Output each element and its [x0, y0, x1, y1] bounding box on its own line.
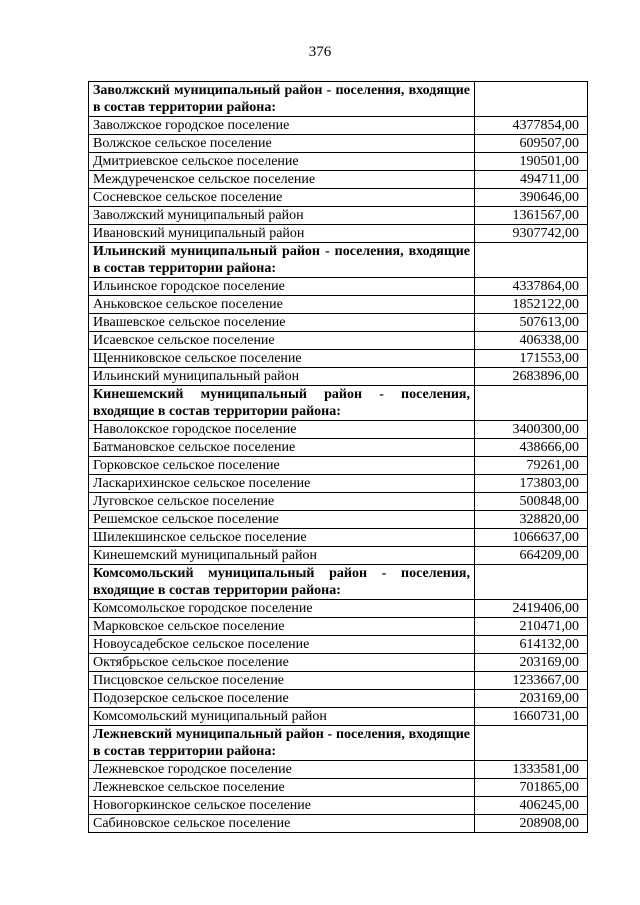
- settlement-name: Писцовское сельское поселение: [89, 672, 475, 690]
- settlement-name: Ласкарихинское сельское поселение: [89, 475, 475, 493]
- settlement-name: Решемское сельское поселение: [89, 511, 475, 529]
- table-row: [89, 618, 588, 636]
- table-row: [89, 690, 588, 708]
- table-row: [89, 153, 588, 171]
- table-row: [89, 421, 588, 439]
- settlement-name: Аньковское сельское поселение: [89, 296, 475, 314]
- table-row: [89, 171, 588, 189]
- table-row: [89, 636, 588, 654]
- table-row: [89, 708, 588, 726]
- settlement-name: Марковское сельское поселение: [89, 618, 475, 636]
- amount-cell: 2419406,00: [475, 600, 588, 618]
- table-row: [89, 439, 588, 457]
- settlement-name: Батмановское сельское поселение: [89, 439, 475, 457]
- table-row: [89, 278, 588, 296]
- table-row: [89, 600, 588, 618]
- amount-cell: 173803,00: [475, 475, 588, 493]
- table-row: [89, 207, 588, 225]
- table-row: [89, 672, 588, 690]
- amount-cell: 1660731,00: [475, 708, 588, 726]
- amount-cell: 190501,00: [475, 153, 588, 171]
- amount-cell: [475, 386, 588, 421]
- settlement-name: Наволокское городское поселение: [89, 421, 475, 439]
- amount-cell: 4337864,00: [475, 278, 588, 296]
- amount-cell: 507613,00: [475, 314, 588, 332]
- table-row: [89, 457, 588, 475]
- district-header-name: Кинешемский муниципальный район - поселения, входящие в состав территории района:: [89, 386, 475, 421]
- district-header-name: Комсомольский муниципальный район - поселения, входящие в состав территории района:: [89, 565, 475, 600]
- settlement-name: Шилекшинское сельское поселение: [89, 529, 475, 547]
- amount-cell: [475, 82, 588, 117]
- district-header-row: [89, 82, 588, 117]
- table-body: [89, 82, 588, 833]
- table-row: [89, 547, 588, 565]
- amount-cell: 406338,00: [475, 332, 588, 350]
- settlement-name: Сабиновское сельское поселение: [89, 815, 475, 833]
- settlement-name: Щенниковское сельское поселение: [89, 350, 475, 368]
- district-header-row: [89, 243, 588, 278]
- settlement-name: Ильинский муниципальный район: [89, 368, 475, 386]
- table-row: [89, 350, 588, 368]
- settlement-name: Комсомольское городское поселение: [89, 600, 475, 618]
- settlement-name: Лежневское сельское поселение: [89, 779, 475, 797]
- settlement-name: Лежневское городское поселение: [89, 761, 475, 779]
- settlement-name: Исаевское сельское поселение: [89, 332, 475, 350]
- table-row: [89, 135, 588, 153]
- amount-cell: 609507,00: [475, 135, 588, 153]
- settlement-name: Междуреченское сельское поселение: [89, 171, 475, 189]
- amount-cell: 614132,00: [475, 636, 588, 654]
- settlement-name: Кинешемский муниципальный район: [89, 547, 475, 565]
- amount-cell: 4377854,00: [475, 117, 588, 135]
- district-header-row: [89, 565, 588, 600]
- amount-cell: 390646,00: [475, 189, 588, 207]
- settlement-name: Комсомольский муниципальный район: [89, 708, 475, 726]
- amount-cell: 2683896,00: [475, 368, 588, 386]
- amount-cell: [475, 726, 588, 761]
- settlement-name: Ивашевское сельское поселение: [89, 314, 475, 332]
- table-row: [89, 511, 588, 529]
- table-row: [89, 797, 588, 815]
- amount-cell: 9307742,00: [475, 225, 588, 243]
- settlement-name: Новогоркинское сельское поселение: [89, 797, 475, 815]
- table-row: [89, 761, 588, 779]
- settlement-name: Сосневское сельское поселение: [89, 189, 475, 207]
- budget-table: [88, 81, 588, 833]
- amount-cell: 1066637,00: [475, 529, 588, 547]
- settlement-name: Новоусадебское сельское поселение: [89, 636, 475, 654]
- amount-cell: [475, 565, 588, 600]
- settlement-name: Заволжское городское поселение: [89, 117, 475, 135]
- amount-cell: 406245,00: [475, 797, 588, 815]
- table-row: [89, 117, 588, 135]
- table-row: [89, 296, 588, 314]
- settlement-name: Октябрьское сельское поселение: [89, 654, 475, 672]
- table-row: [89, 529, 588, 547]
- table-row: [89, 779, 588, 797]
- amount-cell: 1361567,00: [475, 207, 588, 225]
- amount-cell: 3400300,00: [475, 421, 588, 439]
- settlement-name: Дмитриевское сельское поселение: [89, 153, 475, 171]
- district-header-row: [89, 726, 588, 761]
- amount-cell: 208908,00: [475, 815, 588, 833]
- amount-cell: 203169,00: [475, 690, 588, 708]
- amount-cell: 438666,00: [475, 439, 588, 457]
- amount-cell: 664209,00: [475, 547, 588, 565]
- table-row: [89, 314, 588, 332]
- table-row: [89, 493, 588, 511]
- district-header-name: Ильинский муниципальный район - поселения, входящие в состав территории района:: [89, 243, 475, 278]
- table-row: [89, 332, 588, 350]
- amount-cell: 1233667,00: [475, 672, 588, 690]
- amount-cell: 203169,00: [475, 654, 588, 672]
- table-row: [89, 654, 588, 672]
- settlement-name: Ивановский муниципальный район: [89, 225, 475, 243]
- settlement-name: Волжское сельское поселение: [89, 135, 475, 153]
- amount-cell: 500848,00: [475, 493, 588, 511]
- amount-cell: 1333581,00: [475, 761, 588, 779]
- settlement-name: Ильинское городское поселение: [89, 278, 475, 296]
- amount-cell: [475, 243, 588, 278]
- district-header-name: Лежневский муниципальный район - поселения, входящие в состав территории района:: [89, 726, 475, 761]
- amount-cell: 79261,00: [475, 457, 588, 475]
- settlement-name: Подозерское сельское поселение: [89, 690, 475, 708]
- settlement-name: Луговское сельское поселение: [89, 493, 475, 511]
- page-number: 376: [308, 44, 332, 60]
- amount-cell: 328820,00: [475, 511, 588, 529]
- amount-cell: 494711,00: [475, 171, 588, 189]
- district-header-row: [89, 386, 588, 421]
- amount-cell: 701865,00: [475, 779, 588, 797]
- table-row: [89, 189, 588, 207]
- amount-cell: 1852122,00: [475, 296, 588, 314]
- amount-cell: 210471,00: [475, 618, 588, 636]
- amount-cell: 171553,00: [475, 350, 588, 368]
- settlement-name: Заволжский муниципальный район: [89, 207, 475, 225]
- table-row: [89, 815, 588, 833]
- settlement-name: Горковское сельское поселение: [89, 457, 475, 475]
- table-row: [89, 475, 588, 493]
- district-header-name: Заволжский муниципальный район - поселения, входящие в состав территории района:: [89, 82, 475, 117]
- table-row: [89, 368, 588, 386]
- table-row: [89, 225, 588, 243]
